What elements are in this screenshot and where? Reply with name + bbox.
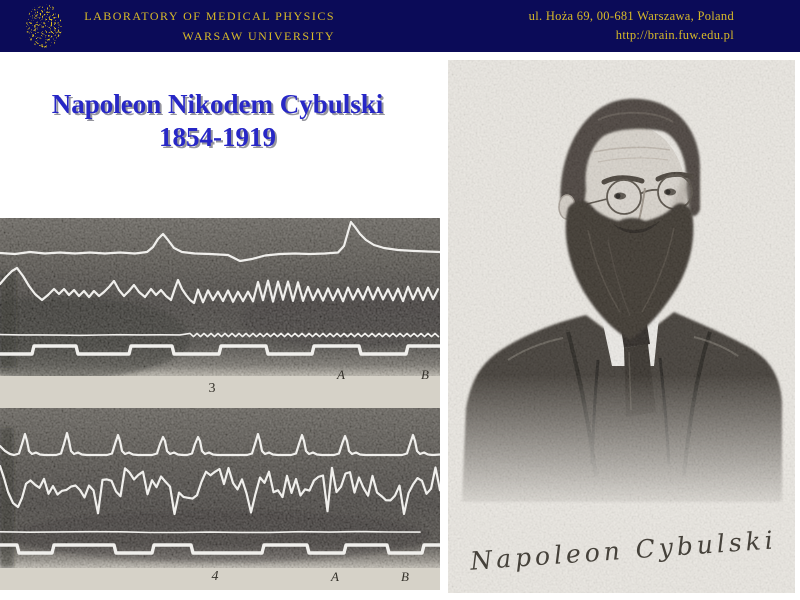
recording-figure xyxy=(0,218,440,590)
baseline-trace xyxy=(0,532,420,533)
institute-line2: WARSAW UNIVERSITY xyxy=(182,29,335,43)
institute-contact xyxy=(434,7,734,45)
portrait-of-cybulski xyxy=(448,60,795,593)
panel2-marker-a: A xyxy=(331,569,339,584)
panel1-marker-b: B xyxy=(421,367,429,382)
panel1-number: 3 xyxy=(208,381,216,396)
panel1-marker-a: A xyxy=(337,367,345,382)
institute-address: ul. Hoża 69, 00-681 Warszawa, Poland xyxy=(528,9,734,23)
institute-name xyxy=(60,6,335,46)
slide-title-years: 1854-1919 xyxy=(159,122,276,152)
trace-panel-3 xyxy=(0,218,440,376)
panel2-marker-b: B xyxy=(401,569,409,584)
signature: Napoleon Cybulski xyxy=(469,525,778,576)
slide-title-name: Napoleon Nikodem Cybulski xyxy=(51,89,384,119)
portrait-engraving xyxy=(448,60,795,593)
slide-title xyxy=(10,88,425,154)
institute-website: http://brain.fuw.edu.pl xyxy=(615,28,734,42)
trace-panel-4 xyxy=(0,408,440,568)
institute-line1: LABORATORY OF MEDICAL PHYSICS xyxy=(84,9,335,23)
panel2-number: 4 xyxy=(211,569,219,584)
header-bar xyxy=(0,0,800,52)
